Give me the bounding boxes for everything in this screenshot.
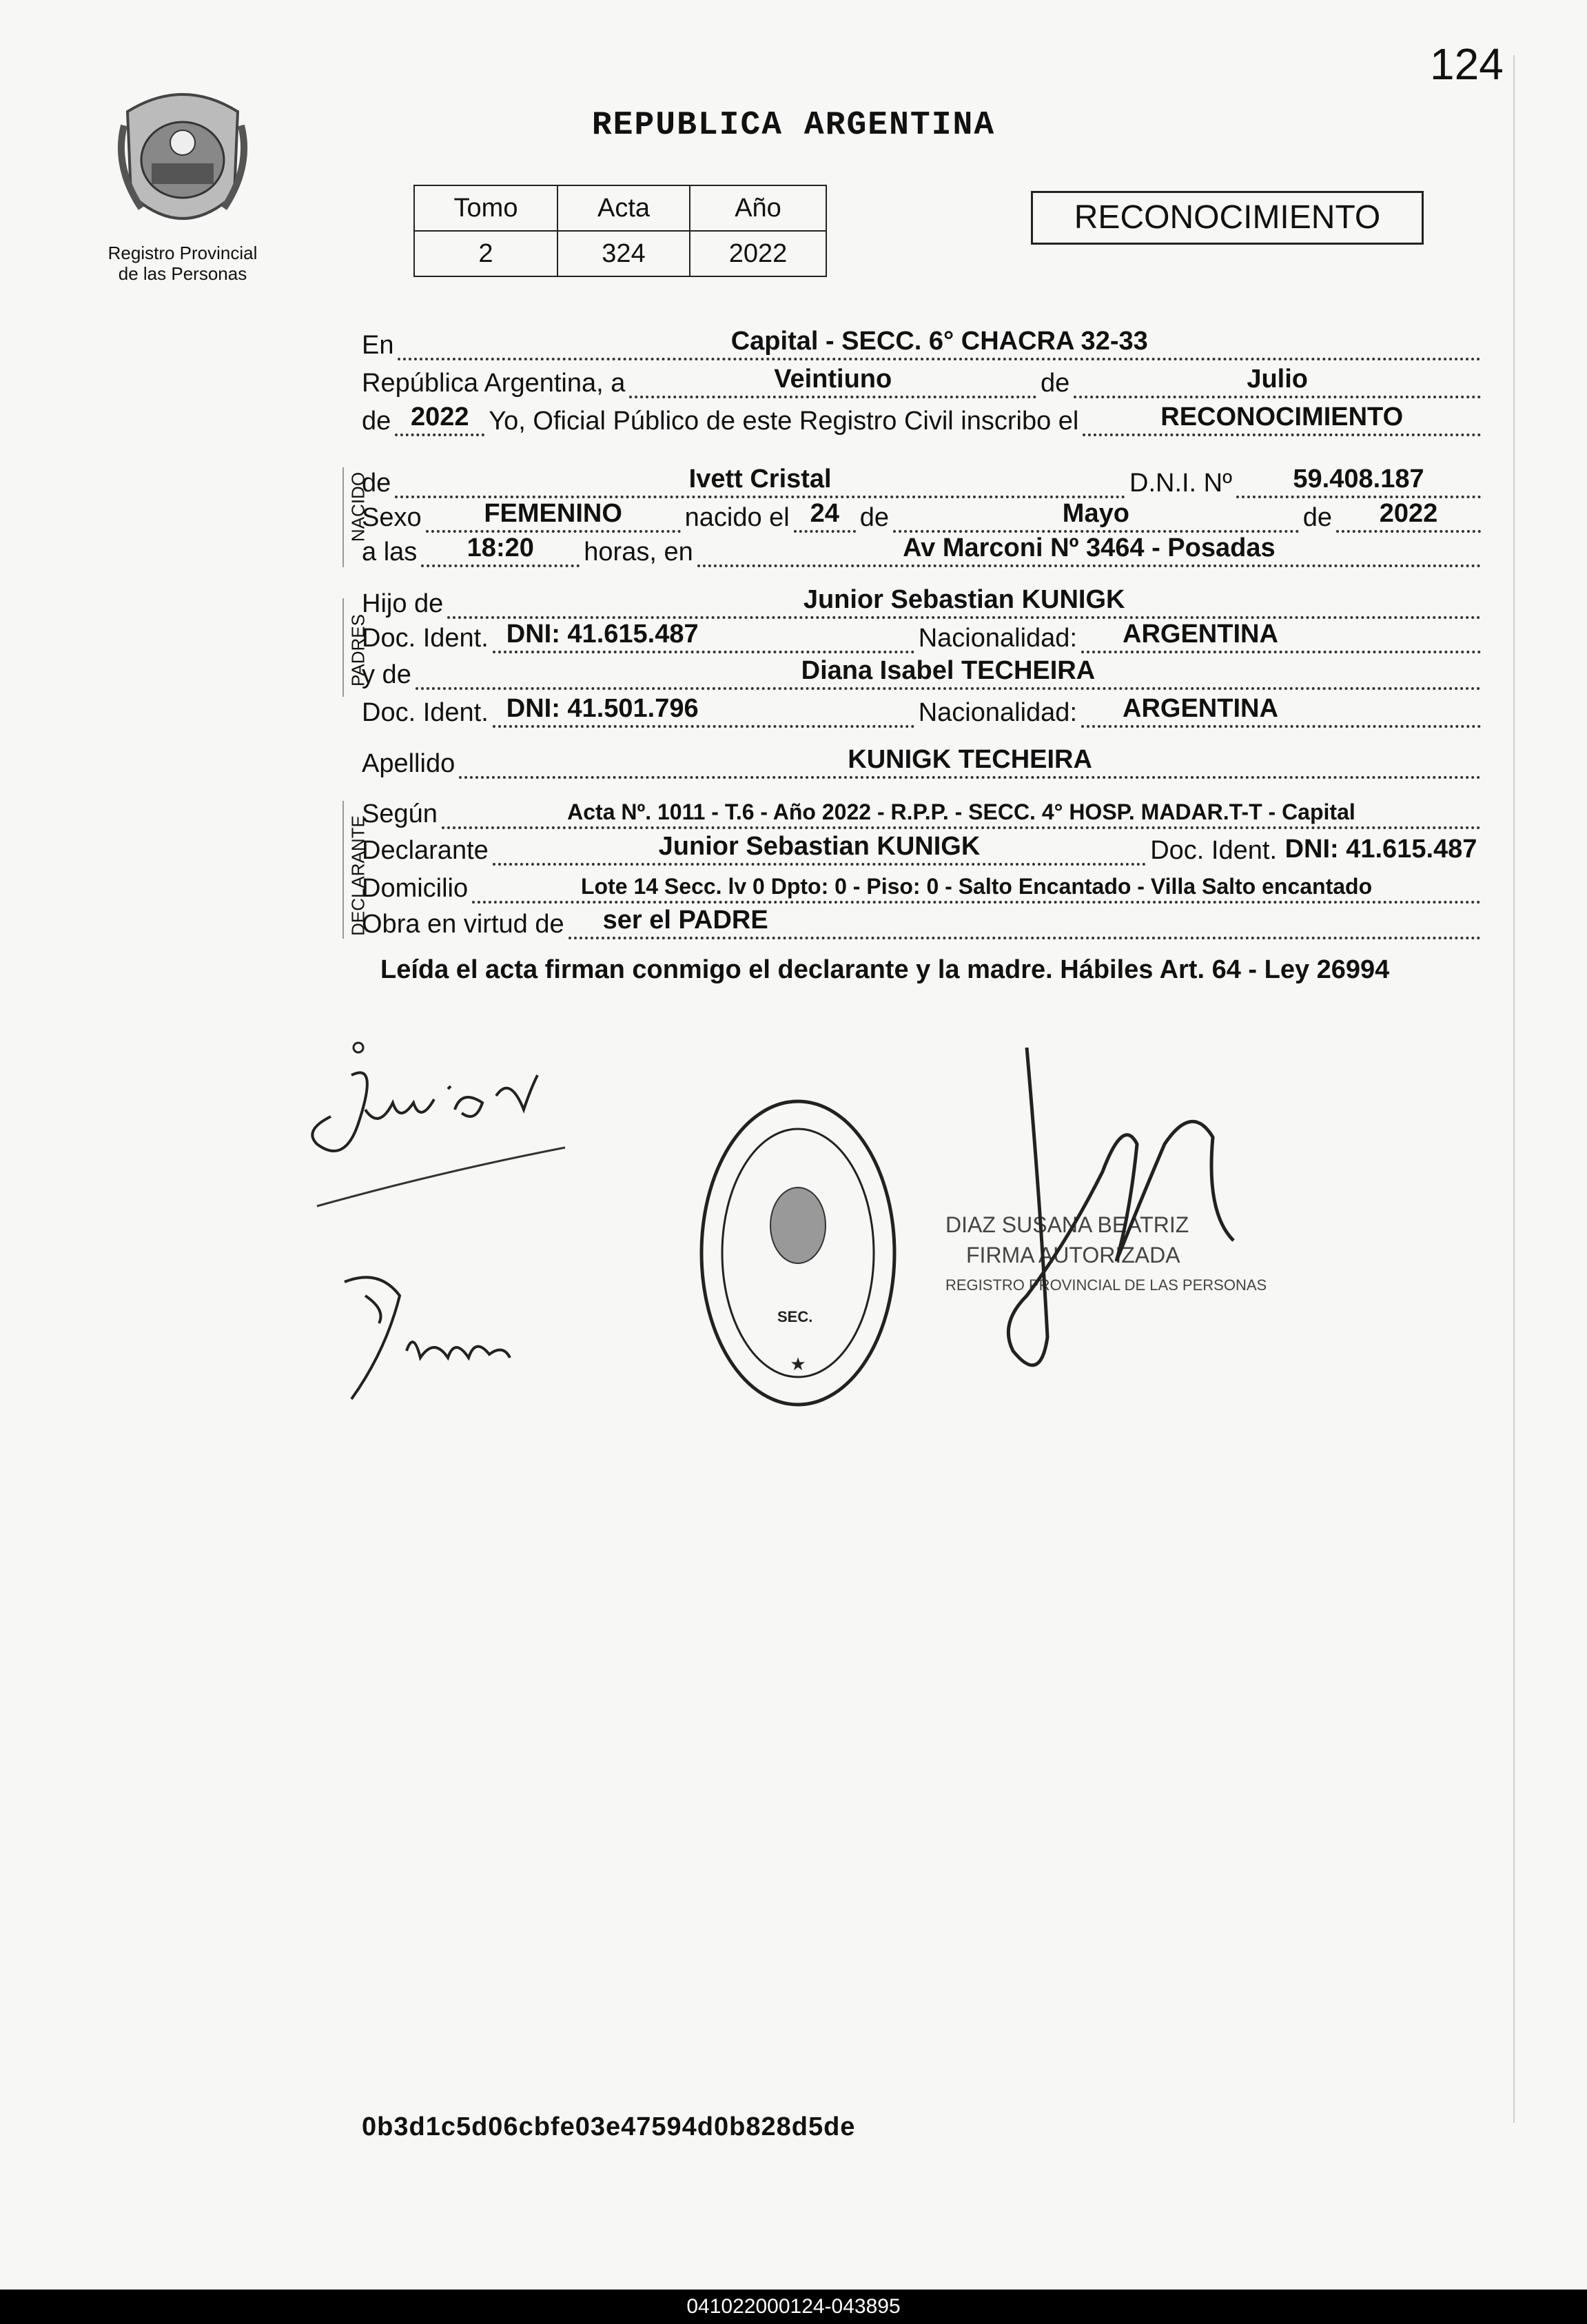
field-obra [569, 906, 1481, 939]
row-fecha [362, 365, 1485, 398]
value-acta: 324 [557, 231, 690, 276]
label-obra: Obra en virtud de [362, 910, 564, 939]
row-y-de [362, 656, 1485, 690]
row-hora [362, 533, 1485, 567]
section-label-nacido: NACIDO [347, 471, 369, 542]
row-sexo [362, 499, 1485, 533]
row-domicilio [362, 874, 1485, 904]
registry-name [86, 243, 279, 284]
field-dni [1236, 465, 1481, 498]
value-doc-declarante: DNI: 41.615.487 [1284, 835, 1477, 864]
value-nac-padre: ARGENTINA [1123, 620, 1278, 649]
document-type-box: RECONOCIMIENTO [1031, 191, 1424, 245]
label-hijo-de: Hijo de [362, 589, 444, 618]
label-apellido: Apellido [362, 749, 455, 778]
official-seal-icon [695, 1094, 901, 1411]
value-doc-padre: DNI: 41.615.487 [506, 620, 699, 649]
value-dia-nac: 24 [810, 499, 839, 528]
value-tomo: 2 [414, 231, 557, 276]
label-nacido-el: nacido el [684, 503, 790, 532]
svg-text:★: ★ [790, 1354, 806, 1374]
field-nac-madre [1081, 694, 1481, 728]
value-apellido: KUNIGK TECHEIRA [848, 745, 1092, 774]
label-nac-padre: Nacionalidad: [918, 624, 1077, 653]
field-declarante [493, 832, 1146, 866]
label-de-anio-nac: de [1302, 503, 1332, 532]
field-anio [395, 402, 484, 436]
label-doc-padre: Doc. Ident. [362, 624, 489, 653]
registry-line2: de las Personas [118, 263, 247, 284]
section-label-declarante: DECLARANTE [347, 815, 369, 936]
value-nac-madre: ARGENTINA [1123, 694, 1278, 723]
field-anio-nac [1336, 499, 1481, 533]
field-doc-padre [493, 620, 914, 653]
value-nombre: Ivett Cristal [688, 465, 832, 493]
row-doc-madre [362, 694, 1485, 728]
field-doc-declarante [1281, 835, 1481, 866]
value-obra: ser el PADRE [602, 906, 768, 935]
field-segun [442, 799, 1481, 829]
coat-of-arms-icon [114, 84, 252, 243]
label-doc-madre: Doc. Ident. [362, 698, 489, 727]
row-oficial [362, 402, 1485, 436]
value-anio: 2022 [690, 231, 826, 276]
label-nac-madre: Nacionalidad: [918, 698, 1077, 727]
row-hijo-de [362, 585, 1485, 619]
field-nombre [395, 465, 1125, 498]
page-number: 124 [1430, 39, 1504, 89]
value-domicilio: Lote 14 Secc. lv 0 Dpto: 0 - Piso: 0 - Salto Encantado - Villa Salto encantado [581, 874, 1373, 899]
row-obra [362, 906, 1485, 939]
label-sexo: Sexo [362, 503, 422, 532]
value-mes: Julio [1247, 365, 1308, 394]
field-lugar [697, 533, 1481, 567]
row-segun [362, 799, 1485, 829]
label-dni: D.N.I. Nº [1129, 469, 1232, 498]
section-label-padres: PADRES [347, 614, 369, 686]
field-acto [1083, 402, 1481, 436]
label-oficial: Yo, Oficial Público de este Registro Civil inscribo el [489, 407, 1079, 436]
document-title: REPUBLICA ARGENTINA [591, 107, 996, 144]
field-dia-nac [794, 499, 856, 533]
footer-code: 041022000124-043895 [0, 2290, 1587, 2324]
label-republica: República Argentina, a [362, 369, 626, 398]
section-line-padres [342, 598, 344, 697]
row-en [362, 327, 1485, 360]
value-madre: Diana Isabel TECHEIRA [801, 656, 1096, 685]
label-de-anio: de [362, 407, 391, 436]
stamp-role: FIRMA AUTORIZADA [966, 1243, 1180, 1267]
svg-text:SEC.: SEC. [777, 1308, 813, 1325]
value-dni: 59.408.187 [1293, 465, 1424, 493]
header-anio: Año [690, 185, 826, 231]
registration-table [413, 185, 827, 277]
field-dia [629, 365, 1036, 398]
signature-madre-icon [338, 1268, 517, 1406]
field-en [398, 327, 1481, 360]
closing-text: Leída el acta firman conmigo el declarante y la madre. Hábiles Art. 64 - Ley 26994 [380, 955, 1390, 984]
label-segun: Según [362, 799, 438, 828]
value-padre: Junior Sebastian KUNIGK [803, 585, 1125, 614]
signature-declarante-icon [303, 1034, 579, 1213]
row-doc-padre [362, 620, 1485, 653]
stamp-org: REGISTRO PROVINCIAL DE LAS PERSONAS [945, 1276, 1267, 1294]
value-hora: 18:20 [467, 533, 534, 562]
field-madre [416, 656, 1481, 690]
header-tomo: Tomo [414, 185, 557, 231]
label-de-nombre: de [362, 469, 391, 498]
registry-line1: Registro Provincial [107, 243, 258, 263]
field-sexo [426, 499, 681, 533]
row-apellido [362, 745, 1485, 779]
value-acto: RECONOCIMIENTO [1160, 402, 1404, 431]
label-declarante: Declarante [362, 836, 489, 865]
field-hora [421, 533, 580, 567]
value-anio: 2022 [411, 402, 469, 431]
label-en: En [362, 331, 394, 360]
section-line-declarante [342, 801, 344, 939]
label-horas-en: horas, en [584, 538, 693, 567]
row-declarante [362, 832, 1485, 866]
value-en: Capital - SECC. 6° CHACRA 32-33 [730, 327, 1148, 356]
label-de-mes-nac: de [859, 503, 890, 532]
value-doc-madre: DNI: 41.501.796 [506, 694, 699, 723]
label-a-las: a las [362, 538, 418, 567]
page-right-border [1513, 55, 1515, 2123]
row-nombre [362, 465, 1485, 498]
value-dia: Veintiuno [774, 365, 892, 394]
field-domicilio [472, 876, 1481, 904]
field-mes [1074, 365, 1481, 398]
value-sexo: FEMENINO [484, 499, 622, 528]
value-lugar: Av Marconi Nº 3464 - Posadas [903, 533, 1276, 562]
value-mes-nac: Mayo [1062, 499, 1129, 528]
value-anio-nac: 2022 [1379, 499, 1438, 528]
field-nac-padre [1081, 620, 1481, 653]
field-mes-nac [893, 499, 1299, 533]
label-domicilio: Domicilio [362, 874, 469, 903]
document-hash: 0b3d1c5d06cbfe03e47594d0b828d5de [362, 2112, 856, 2141]
label-y-de: y de [362, 660, 411, 689]
signature-official-icon [985, 1034, 1247, 1392]
value-segun: Acta Nº. 1011 - T.6 - Año 2022 - R.P.P. - SECC. 4° HOSP. MADAR.T-T - Capital [567, 799, 1355, 824]
field-apellido [459, 745, 1481, 779]
stamp-name: DIAZ SUSANA BEATRIZ [945, 1212, 1189, 1237]
label-doc-declarante: Doc. Ident. [1150, 836, 1277, 865]
field-doc-madre [493, 694, 914, 728]
field-padre [447, 585, 1481, 619]
header-acta: Acta [557, 185, 690, 231]
label-de-mes: de [1041, 369, 1070, 398]
section-line-nacido [342, 467, 344, 567]
value-declarante: Junior Sebastian KUNIGK [658, 832, 981, 861]
